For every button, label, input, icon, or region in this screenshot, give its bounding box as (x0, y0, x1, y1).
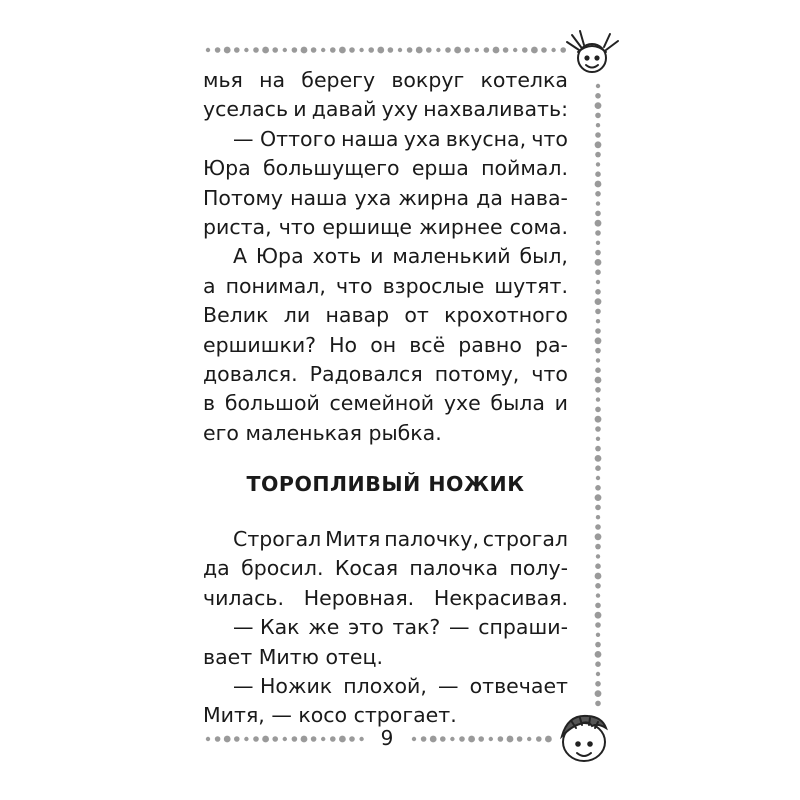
border-dot (321, 737, 325, 741)
border-dot (475, 48, 479, 52)
word: спраши- (478, 615, 568, 640)
border-dot (595, 220, 602, 227)
border-dot (436, 48, 440, 52)
word: а (203, 273, 216, 298)
text-line (203, 66, 568, 95)
word: Митя (325, 527, 381, 551)
border-dot (596, 319, 600, 323)
word: давай (311, 97, 377, 122)
word: ерша (411, 156, 469, 181)
border-dot (595, 171, 601, 177)
word: нава- (509, 185, 568, 210)
text-line (203, 672, 568, 701)
border-dot (595, 505, 601, 511)
text-line (203, 184, 568, 213)
border-dot (513, 48, 517, 52)
border-dot (377, 47, 384, 54)
word: — (437, 673, 459, 698)
border-dot (596, 633, 600, 637)
word: Велик (203, 303, 269, 328)
word: плохой, (343, 673, 427, 698)
text-line (203, 272, 568, 301)
word: на (259, 68, 286, 92)
border-dot (595, 309, 601, 315)
word: хоть (312, 244, 362, 269)
text-line (203, 95, 568, 124)
border-dot (244, 48, 248, 52)
word: уха (403, 126, 441, 151)
word: — Как (233, 615, 300, 640)
border-dot (507, 736, 514, 743)
word: отвечает (469, 673, 568, 698)
word: нахваливать: (423, 97, 568, 122)
border-dot (517, 736, 523, 742)
word: Строгал (233, 527, 322, 551)
top-dot-border (206, 47, 566, 54)
border-dot (368, 47, 374, 53)
word: была (490, 391, 545, 416)
border-dot (596, 554, 600, 558)
border-dot (596, 397, 600, 401)
border-dot (596, 437, 600, 441)
border-dot (560, 47, 566, 53)
border-dot (545, 736, 552, 743)
border-dot (464, 47, 470, 53)
border-dot (253, 47, 259, 53)
border-dot (206, 48, 210, 52)
border-dot (595, 533, 602, 540)
border-dot (440, 736, 446, 742)
word: и (293, 97, 307, 122)
word: же (308, 615, 340, 640)
word: от (404, 303, 429, 328)
text-line (203, 331, 568, 360)
word: уселась (203, 97, 289, 122)
word: Косая (334, 556, 399, 581)
word: что (335, 273, 373, 298)
border-dot (595, 152, 601, 158)
word: понимал, (225, 273, 326, 298)
border-dot (498, 736, 504, 742)
text-line (203, 613, 568, 642)
text-line (203, 643, 568, 672)
border-dot (253, 736, 259, 742)
word: ершишки? (203, 332, 317, 357)
border-dot (595, 446, 601, 452)
border-dot (596, 358, 600, 362)
word: — Оттого (233, 126, 336, 151)
word: и (370, 244, 384, 269)
word: Неровная. (303, 585, 415, 610)
border-dot (416, 47, 423, 54)
word: сома. (509, 214, 568, 239)
text-line (203, 213, 568, 242)
border-dot (595, 211, 601, 217)
word: да (476, 185, 503, 210)
border-dot (459, 736, 465, 742)
word: — Ножик (233, 673, 333, 698)
word: шутят. (494, 273, 568, 298)
border-dot (595, 563, 601, 569)
text-line (203, 360, 568, 389)
story-title: ТОРОПЛИВЫЙ НОЖИК (246, 472, 525, 496)
border-dot (595, 181, 602, 188)
word: палочку, (384, 527, 479, 551)
border-dot (595, 407, 601, 413)
border-dot (595, 583, 601, 589)
border-dot (595, 259, 602, 266)
border-dot (262, 47, 269, 54)
word: Но (329, 332, 358, 357)
border-dot (330, 736, 336, 742)
border-dot (596, 515, 600, 519)
border-dot (596, 162, 600, 166)
word: вкусна, (445, 126, 527, 151)
bottom-left-dot-border (206, 736, 364, 743)
border-dot (595, 661, 601, 667)
border-dot (531, 47, 538, 54)
word: он (370, 332, 397, 357)
border-dot (421, 736, 427, 742)
border-dot (595, 289, 601, 295)
word: Юра (203, 156, 251, 181)
word: уху (381, 97, 419, 122)
word: в (203, 391, 216, 416)
word: наша (290, 185, 348, 210)
word: бросил. (241, 556, 324, 581)
word: потому, (434, 361, 520, 386)
border-dot (301, 47, 308, 54)
word: всё (409, 332, 446, 357)
word: риста, (203, 214, 272, 239)
word: — (449, 615, 470, 640)
border-dot (339, 47, 346, 54)
border-dot (595, 337, 602, 344)
word: крохотного (444, 303, 568, 328)
word: это (348, 615, 384, 640)
border-dot (283, 48, 287, 52)
border-dot (321, 48, 325, 52)
word: вает Митю отец. (203, 644, 384, 669)
border-dot (234, 47, 240, 53)
border-dot (595, 102, 602, 109)
word: так? (392, 615, 441, 640)
word: ра- (534, 332, 568, 357)
border-dot (388, 47, 394, 53)
border-dot (272, 47, 278, 53)
border-dot (595, 524, 601, 530)
word: мья (203, 68, 243, 92)
border-dot (292, 47, 298, 53)
word: взрослые (382, 273, 485, 298)
border-dot (551, 48, 555, 52)
border-dot (595, 269, 601, 275)
word: наша (341, 126, 399, 151)
border-dot (595, 113, 601, 119)
border-dot (330, 47, 336, 53)
text-line (203, 301, 568, 330)
border-dot (595, 603, 601, 609)
border-dot (311, 736, 317, 742)
word: ершище (322, 214, 413, 239)
border-dot (349, 47, 355, 53)
word: уха (354, 185, 392, 210)
word: ли (283, 303, 311, 328)
border-dot (339, 736, 346, 743)
border-dot (407, 47, 413, 53)
page-number: 9 (380, 726, 394, 750)
border-dot (493, 47, 500, 54)
word: равно (458, 332, 522, 357)
border-dot (445, 47, 451, 53)
story-paragraph (203, 525, 568, 731)
border-dot (595, 132, 601, 138)
word: берегу (301, 68, 376, 92)
word: котелка (480, 68, 568, 92)
border-dot (595, 642, 601, 648)
border-dot (596, 280, 600, 284)
border-dot (244, 737, 248, 741)
word: Радовался (309, 361, 423, 386)
border-dot (272, 736, 278, 742)
border-dot (450, 737, 454, 741)
boy-face-icon (562, 716, 606, 761)
word: большой (224, 391, 320, 416)
word: жирна (398, 185, 470, 210)
word: навар (325, 303, 390, 328)
bottom-right-dot-border (412, 736, 552, 743)
border-dot (595, 250, 601, 256)
border-dot (426, 47, 432, 53)
border-dot (478, 736, 484, 742)
word: да (203, 556, 230, 581)
border-dot (596, 123, 600, 127)
border-dot (359, 48, 363, 52)
word: Юра (255, 244, 304, 269)
border-dot (484, 47, 490, 53)
word: что (531, 126, 568, 151)
border-dot (595, 298, 602, 305)
word: А (233, 244, 248, 269)
word: был, (519, 244, 568, 269)
border-dot (301, 736, 308, 743)
border-dot (595, 93, 601, 99)
text-line (203, 125, 568, 154)
word: Митя, — косо строгает. (203, 703, 457, 728)
border-dot (398, 48, 402, 52)
word: жирнее (419, 214, 503, 239)
border-dot (224, 736, 231, 743)
border-dot (595, 426, 601, 432)
text-line (203, 584, 568, 613)
word: полу- (509, 556, 568, 581)
border-dot (468, 736, 475, 743)
girl-face-icon (567, 31, 618, 72)
border-dot (283, 737, 287, 741)
top-paragraph (203, 66, 568, 448)
border-dot (595, 612, 602, 619)
text-line (203, 389, 568, 418)
border-dot (596, 593, 600, 597)
border-dot (206, 737, 210, 741)
border-dot (595, 651, 602, 658)
word: строгал (482, 527, 568, 551)
border-dot (596, 476, 600, 480)
border-dot (595, 465, 601, 471)
border-dot (595, 416, 602, 423)
border-dot (262, 736, 269, 743)
border-dot (595, 348, 601, 354)
border-dot (489, 737, 493, 741)
border-dot (595, 681, 601, 687)
text-line (203, 242, 568, 271)
border-dot (595, 690, 602, 697)
border-dot (595, 230, 601, 236)
border-dot (595, 544, 601, 550)
border-dot (522, 47, 528, 53)
border-dot (595, 377, 602, 384)
border-dot (595, 141, 602, 148)
border-dot (527, 737, 531, 741)
word: ухе (443, 391, 481, 416)
text-line (203, 154, 568, 183)
border-dot (595, 191, 601, 197)
border-dot (224, 47, 231, 54)
border-dot (595, 455, 602, 462)
border-dot (596, 84, 600, 88)
word: чилась. (203, 585, 284, 610)
border-dot (454, 47, 461, 54)
border-dot (234, 736, 240, 742)
border-dot (595, 573, 602, 580)
border-dot (292, 736, 298, 742)
word: что (278, 214, 316, 239)
border-dot (412, 737, 416, 741)
word: семейной (329, 391, 435, 416)
border-dot (595, 387, 601, 393)
word: вокруг (391, 68, 465, 92)
border-dot (215, 736, 221, 742)
text-line (203, 525, 568, 554)
right-dot-border (595, 84, 602, 706)
border-dot (349, 736, 355, 742)
border-dot (215, 47, 221, 53)
border-dot (595, 367, 601, 373)
word: большущего (263, 156, 400, 181)
word: что (531, 361, 568, 386)
border-dot (536, 736, 542, 742)
border-dot (595, 485, 601, 491)
border-dot (596, 201, 600, 205)
border-dot (503, 47, 509, 53)
border-dot (359, 737, 363, 741)
word: маленький (392, 244, 511, 269)
word: поймал. (481, 156, 568, 181)
border-dot (596, 241, 600, 245)
border-dot (311, 47, 317, 53)
border-dot (595, 622, 601, 628)
text-line (203, 554, 568, 583)
word: палочка (409, 556, 499, 581)
border-dot (541, 47, 547, 53)
word: Некрасивая. (433, 585, 568, 610)
border-dot (595, 328, 601, 334)
border-dot (596, 672, 600, 676)
border-dot (595, 701, 601, 707)
border-dot (430, 736, 437, 743)
text-line (203, 419, 568, 448)
word: его маленькая рыбка. (203, 420, 442, 445)
word: и (554, 391, 568, 416)
word: довался. (203, 361, 298, 386)
border-dot (595, 494, 602, 501)
word: Потому (203, 185, 284, 210)
